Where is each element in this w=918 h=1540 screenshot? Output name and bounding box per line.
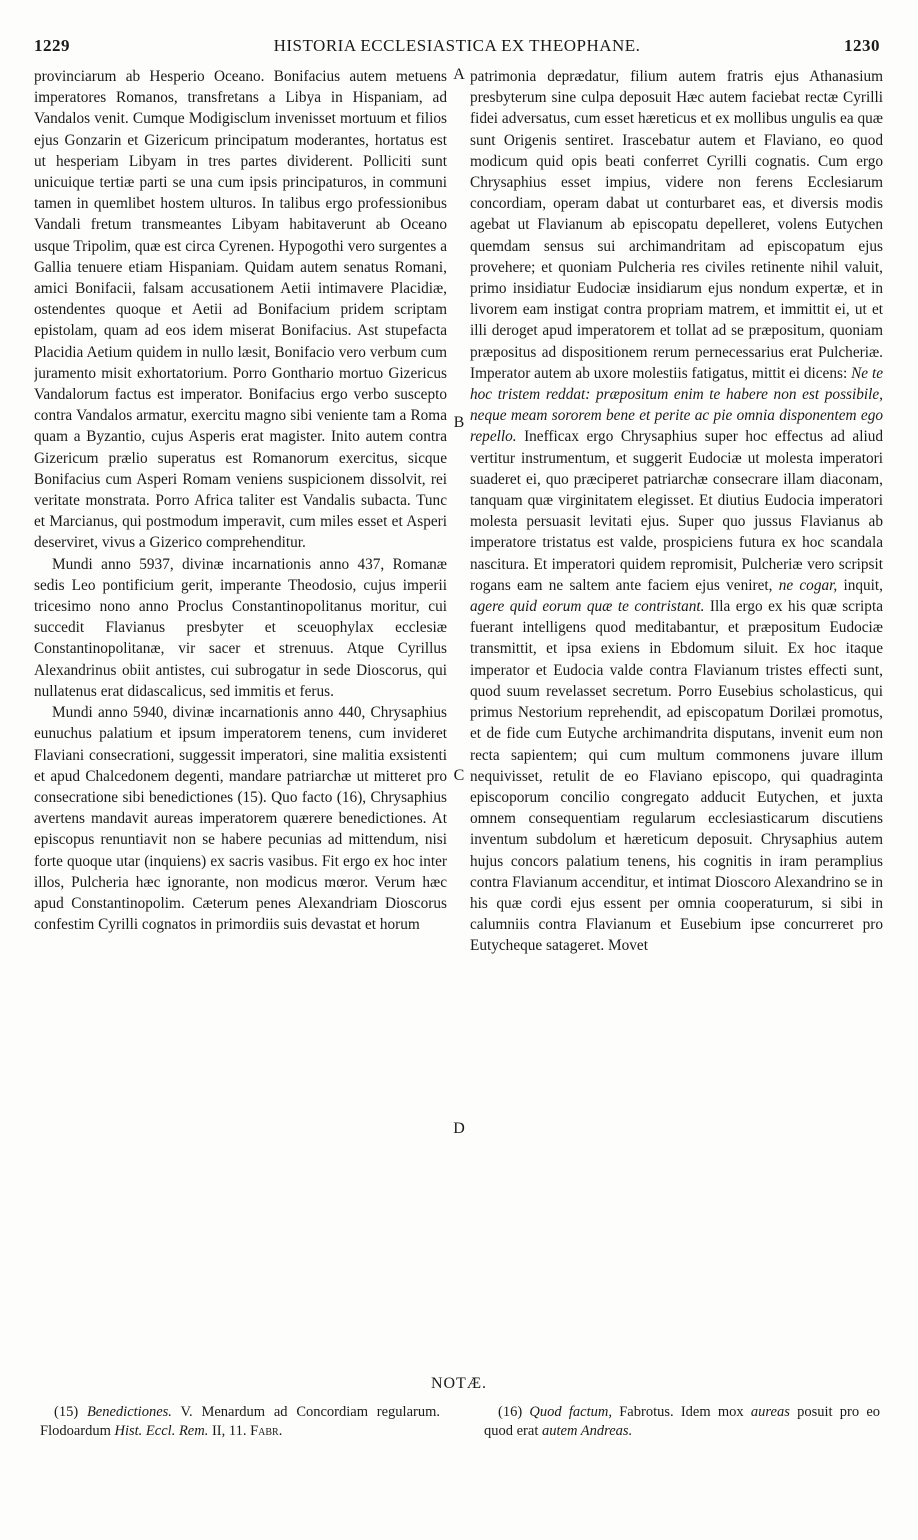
page-number-left: 1229: [34, 36, 70, 55]
footnote-16-tail: posuit pro eo quod erat: [484, 1404, 881, 1439]
footnote-15-text: V. Menardum ad Concordiam regularum. Flodoardum: [40, 1404, 440, 1439]
right-text-b: Inefficax ergo Chrysaphius super hoc effectus ad aliud vertitur instrumentum, et suggerit Eudociæ ut molesta imperatori suaderet ei, quo præciperet patriarchæ consecrare illam diaconam, tanquam quæ virginitatem elegisset. Et diutius Eudocia imperatori molesta persuasit levitati ejus. Super quo jussus Flavianus ab imperatore tristatus est valde, prospiciens futura ex hoc scandala nascitura. Et imperatori quidem repromisit, Pulcheriæ vero scripsit rogans eam ne saltem ante faciem ejus veniret,: [470, 428, 883, 594]
running-title: HISTORIA ECCLESIASTICA EX THEOPHANE.: [273, 36, 641, 55]
footnote-16: [484, 1403, 880, 1441]
margin-marker-c: C: [453, 767, 465, 784]
footnote-16-title: Quod factum,: [529, 1404, 612, 1420]
footnote-15-title: Benedictiones.: [86, 1404, 172, 1420]
right-quote-3: agere quid eorum quæ te contristant.: [470, 598, 705, 616]
left-paragraph-1: provinciarum ab Hesperio Oceano. Bonifacius autem metuens imperatores Romanos, transfretans a Libya in Hispaniam, ad Vandalos venit. Cumque Modigisclum invenisset mortuum et filios ejus Gonzarin et Gizericum principatum moderantes, hortatus est ut hesperiam Libyam in tres partes dividerent. Polliciti sunt unicuique tertiæ parti se una cum ipsis principaturos, in communi tamen in quemlibet hostem ulturos. In talibus ergo professionibus Vandali fretum transmeantes Libyam habitaverunt ab Oceano usque Tripolim, quæ est circa Cyrenen. Hypogothi vero surgentes a Gallia tenuere etiam Hispaniam. Quidam autem senatus Romani, amici Bonifacii, falsam accusationem Aetii intimavere Placidiæ, ostendentes quoque et Aetii ad Bonifacium pridem scriptam epistolam, quam ad eos idem miserat Bonifacius. Ast stupefacta Placidia Aetium quidem in nullo læsit, Bonifacio vero verbum cum juramento misit exhortatorium. Porro Gonthario mortuo Gizericus Vandalorum factus est imperator. Bonifacius ergo verbo suscepto contra Vandalos armatur, exercitu magno sibi veniente tam a Roma quam a Byzantio, cujus Asperis erat magister. Inito autem contra Gizericum prælio superatus est Romanorum exercitus, sicque Bonifacius cum Asperi Romam veniens suspicionem dissolvit, rei veritate monstrata. Porro Africa taliter est Vandalis subacta. Tunc et Marcianus, qui postmodum imperavit, cum miles esset et Asperi deserviret, vivus a Gizerico comprehenditur.: [34, 68, 447, 552]
right-quote-2: ne cogar,: [778, 576, 838, 594]
right-text-d: Illa ergo ex his quæ scripta fuerant intelligens quod meditabantur, et præpositum Eudociæ transmittit, et ipsa exiens in Ebdomum siluit. Ex hoc itaque imperator et Eudocia valde contra Flavianum tristes effecti sunt, quod suum revelasset secretum. Porro Eusebius scholasticus, qui primus Nestorium reprehendit, ad episcopatum Dorilæi promotus, et de fide cum Eutyche archimandrita disputans, invenit eum non recta sapientem; qui cum multum commonens juvare illum nequivisset, retulit de eo Flaviano episcopo, qui quadraginta episcoporum concilio congregato adducit Eutychen, et juxta omnem consequentiam regularum ecclesiasticarum discutiens inventum subdolum et hæreticum deposuit. Chrysaphius autem hujus concors palatium tenens, his cognitis in iram peramplius contra Flavianum accenditur, et intimat Dioscoro Alexandrino se in his quæ cordi ejus essent per omnia cooperaturum, si sibi in calumniis contra Flavianum et Eusebium ipse concurreret pro Eutycheque satageret. Movet: [470, 598, 883, 955]
footnote-15-number: (15): [54, 1404, 79, 1420]
left-column: [34, 66, 447, 1356]
margin-marker-d: D: [453, 1120, 465, 1137]
footnote-16-italic-b: autem Andreas.: [541, 1423, 633, 1439]
footnote-16-italic-a: aureas: [750, 1404, 790, 1420]
running-header: [34, 36, 880, 62]
footnote-15: [40, 1403, 440, 1441]
footnote-16-number: (16): [498, 1404, 523, 1420]
right-text-a: patrimonia deprædatur, filium autem fratris ejus Athanasium presbyterum sine culpa deposuit Hæc autem faciebat rectæ Cyrilli fidei adversatus, cum esset hæreticus et ex mollibus ungulis ea quæ sunt Origenis sentiret. Irascebatur autem et Flaviano, eo quod modicum quid opis beati conferret Cyrilli cognatis. Cum ergo Chrysaphius esset impius, videre non ferens Ecclesiarum concordiam, operam dabat ut conturbaret eas, et diversis modis agebat ut Flavianum ab episcopatu depelleret, volens Eutychen quemdam sensus sui archimandritam ad episcopatum ejus provehere; et quoniam Pulcheria res civiles retinente nihil valuit, primo insidiatur Eudociæ insidiarum ejus nondum expertæ, et in livorem eam instigat contra propriam matrem, et immittit ei, ut et illi deroget apud imperatorem et tollat ad se præpositum, quoniam præpositus ad dispositionem rerum pernecessarius erat Pulcheriæ. Imperator autem ab uxore molestiis fatigatus, mittit ei dicens:: [470, 68, 883, 382]
notes-heading: NOTÆ.: [430, 1375, 488, 1392]
footnote-15-author: Fabr.: [250, 1423, 283, 1439]
left-paragraph-3: Mundi anno 5940, divinæ incarnationis anno 440, Chrysaphius eunuchus palatium et ipsum imperatorem tenens, cum invideret Flaviani consecrationi, suggessit imperatori, sine malitia exsistenti et apud Chalcedonem degenti, mandare patriarchæ ut mitteret pro consecratione sibi benedictiones (15). Quo facto (16), Chrysaphius avertens mandavit aureas imperatorem quærere benedictiones. At episcopus renuntiavit non se habere pecunias ad mittendum, nisi forte quoque utar (inquiens) ex sacris vasibus. Fit ergo ex hoc inter illos, Pulcheria hæc ignorante, non modicus mœror. Verum hæc apud Constantinopolim. Cæterum penes Alexandriam Dioscorus confestim Cyrilli cognatos in primordiis suis devastat et horum: [34, 704, 447, 934]
right-paragraph-1: [470, 66, 883, 957]
left-paragraph-2: Mundi anno 5937, divinæ incarnationis anno 437, Romanæ sedis Leo pontificium gerit, imperante Theodosio, cujus imperii tricesimo nono anno Proclus Constantinopolitanus moritur, cui succedit Flavianus presbyter et sceuophylax ecclesiæ Constantinopolitanæ, vir sacer et strenuus. Atque Cyrillus Alexandrinus obiit antistes, cui subrogatur in sede Dioscorus, qui nullatenus erat didascalicus, sed immitis et ferus.: [34, 555, 447, 700]
right-column: [470, 66, 883, 1356]
margin-marker-b: B: [453, 414, 465, 431]
footnote-15-reference: Hist. Eccl. Rem.: [114, 1423, 209, 1439]
margin-marker-a: A: [453, 66, 465, 83]
footnote-16-text: Fabrotus. Idem mox: [619, 1404, 744, 1420]
right-text-c: inquit,: [843, 576, 883, 594]
footnote-15-tail: II, 11.: [211, 1423, 247, 1439]
right-quote-1: Ne te hoc tristem reddat: præpositum enim te habere non est possibile, neque meam sororem bene et perite ac pie omnia disponentem ego repello.: [470, 364, 883, 446]
page-number-right: 1230: [844, 36, 880, 55]
